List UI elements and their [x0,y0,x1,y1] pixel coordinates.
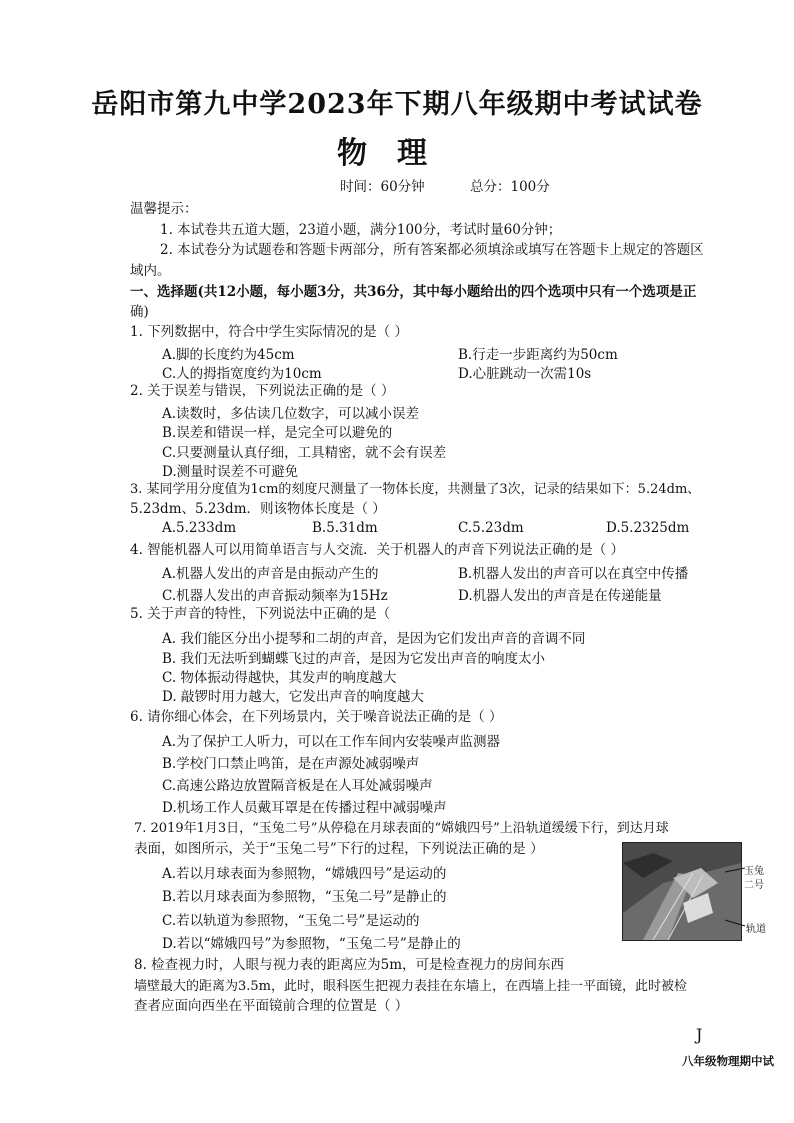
q5-stem: 5. 关于声音的特性，下列说法中正确的是（ [130,606,391,622]
q2-stem: 2. 关于误差与错误，下列说法正确的是（ ） [130,383,395,399]
exam-total-score: 总分：100分 [470,179,550,195]
q1-option-a: A.脚的长度约为45cm [162,347,295,363]
q2-option-a: A.读数时，多估读几位数字，可以减小误差 [162,406,420,422]
notice-line-2: 2. 本试卷分为试题卷和答题卡两部分，所有答案都必须填涂或填写在答题卡上规定的答题区 [160,242,704,258]
subject-title: 物理 [337,136,457,171]
notice-line-1: 1. 本试卷共五道大题，23道小题，满分100分，考试时量60分钟； [160,222,562,238]
footer-mark: J [696,1025,703,1044]
exam-time: 时间：60分钟 [340,179,425,195]
q6-option-b: B.学校门口禁止鸣笛，是在声源处减弱噪声 [162,756,420,772]
lunar-rover-photo [622,842,742,941]
q3-option-a: A.5.233dm [162,520,237,536]
q8-stem-line-3: 查者应面向西坐在平面镜前合理的位置是（ ） [134,998,409,1014]
q7-stem-line-2: 表面，如图所示，关于“玉兔二号”下行的过程，下列说法正确的是 ） [134,841,544,857]
q6-option-d: D.机场工作人员戴耳罩是在传播过程中减弱噪声 [162,800,447,816]
q3-option-d: D.5.2325dm [606,520,690,536]
q3-option-b: B.5.31dm [312,520,378,536]
section-heading-cont: 确) [130,304,149,320]
q1-option-b: B.行走一步距离约为50cm [458,347,618,363]
q4-option-a: A.机器人发出的声音是由振动产生的 [162,566,379,582]
figure-label-track: 轨道 [746,924,766,935]
q4-stem: 4. 智能机器人可以用简单语言与人交流．关于机器人的声音下列说法正确的是（ ） [130,542,624,558]
q2-option-d: D.测量时误差不可避免 [162,464,299,480]
q5-option-c: C. 物体振动得越快，其发声的响度越大 [162,670,397,686]
q7-option-c: C.若以轨道为参照物，“玉兔二号”是运动的 [162,913,420,929]
q4-option-b: B.机器人发出的声音可以在真空中传播 [458,566,689,582]
q4-option-c: C.机器人发出的声音振动频率为15Hz [162,588,388,604]
q3-option-c: C.5.23dm [458,520,524,536]
q1-stem: 1. 下列数据中，符合中学生实际情况的是（ ） [130,324,408,340]
notice-heading: 温馨提示： [130,201,198,217]
q5-option-b: B. 我们无法听到蝴蝶飞过的声音，是因为它发出声音的响度太小 [162,651,546,667]
q7-stem-line-1: 7. 2019年1月3日，“玉兔二号”从停稳在月球表面的“嫦娥四号”上沿轨道缓缓下行，到达月球 [134,821,669,836]
q8-stem-line-2: 墙壁最大的距离为3.5m，此时，眼科医生把视力表挂在东墙上，在西墙上挂一平面镜，此时被检 [134,979,688,994]
figure-label-rover-line-2: 二号 [744,880,764,891]
q6-stem: 6. 请你细心体会，在下列场景内，关于噪音说法正确的是（ ） [130,709,503,725]
notice-line-2-cont: 域内。 [130,263,171,279]
lunar-rover-image [623,843,741,940]
section-heading-text: 一、选择题(共12小题，每小题3分，共36分，其中每小题给出的四个选项中只有一个选项是正 [130,284,697,300]
figure-label-rover-line-1: 玉兔 [744,866,764,877]
exam-title: 岳阳市第九中学2023年下期八年级期中考试试卷 [91,89,703,120]
q5-option-a: A. 我们能区分出小提琴和二胡的声音，是因为它们发出声音的音调不同 [162,631,586,647]
footer-label: 八年级物理期中试 [682,1054,774,1068]
q6-option-c: C.高速公路边放置隔音板是在人耳处减弱噪声 [162,778,433,794]
q7-option-a: A.若以月球表面为参照物，“嫦娥四号”是运动的 [162,866,447,882]
q1-option-c: C.人的拇指宽度约为10cm [162,366,322,382]
q2-option-b: B.误差和错误一样，是完全可以避免的 [162,425,393,441]
q1-option-d: D.心脏跳动一次需10s [458,366,592,382]
q7-option-d: D.若以“嫦娥四号”为参照物，“玉兔二号”是静止的 [162,936,461,952]
q3-stem-line-2: 5.23dm、5.23dm．则该物体长度是（ ） [130,501,386,517]
q4-option-d: D.机器人发出的声音是在传递能量 [458,588,662,604]
figure-pointer-lines [725,860,747,930]
q5-option-d: D. 敲锣时用力越大，它发出声音的响度越大 [162,689,424,705]
q2-option-c: C.只要测量认真仔细，工具精密，就不会有误差 [162,445,447,461]
q8-stem-line-1: 8. 检查视力时，人眼与视力表的距离应为5m，可是检查视力的房间东西 [134,957,565,973]
q6-option-a: A.为了保护工人听力，可以在工作车间内安装噪声监测器 [162,734,501,750]
q7-option-b: B.若以月球表面为参照物，“玉兔二号”是静止的 [162,889,447,905]
section-heading [130,283,696,302]
q3-stem-line-1: 3. 某同学用分度值为1cm的刻度尺测量了一物体长度，共测量了3次，记录的结果如下：5.24dm、 [130,482,701,497]
